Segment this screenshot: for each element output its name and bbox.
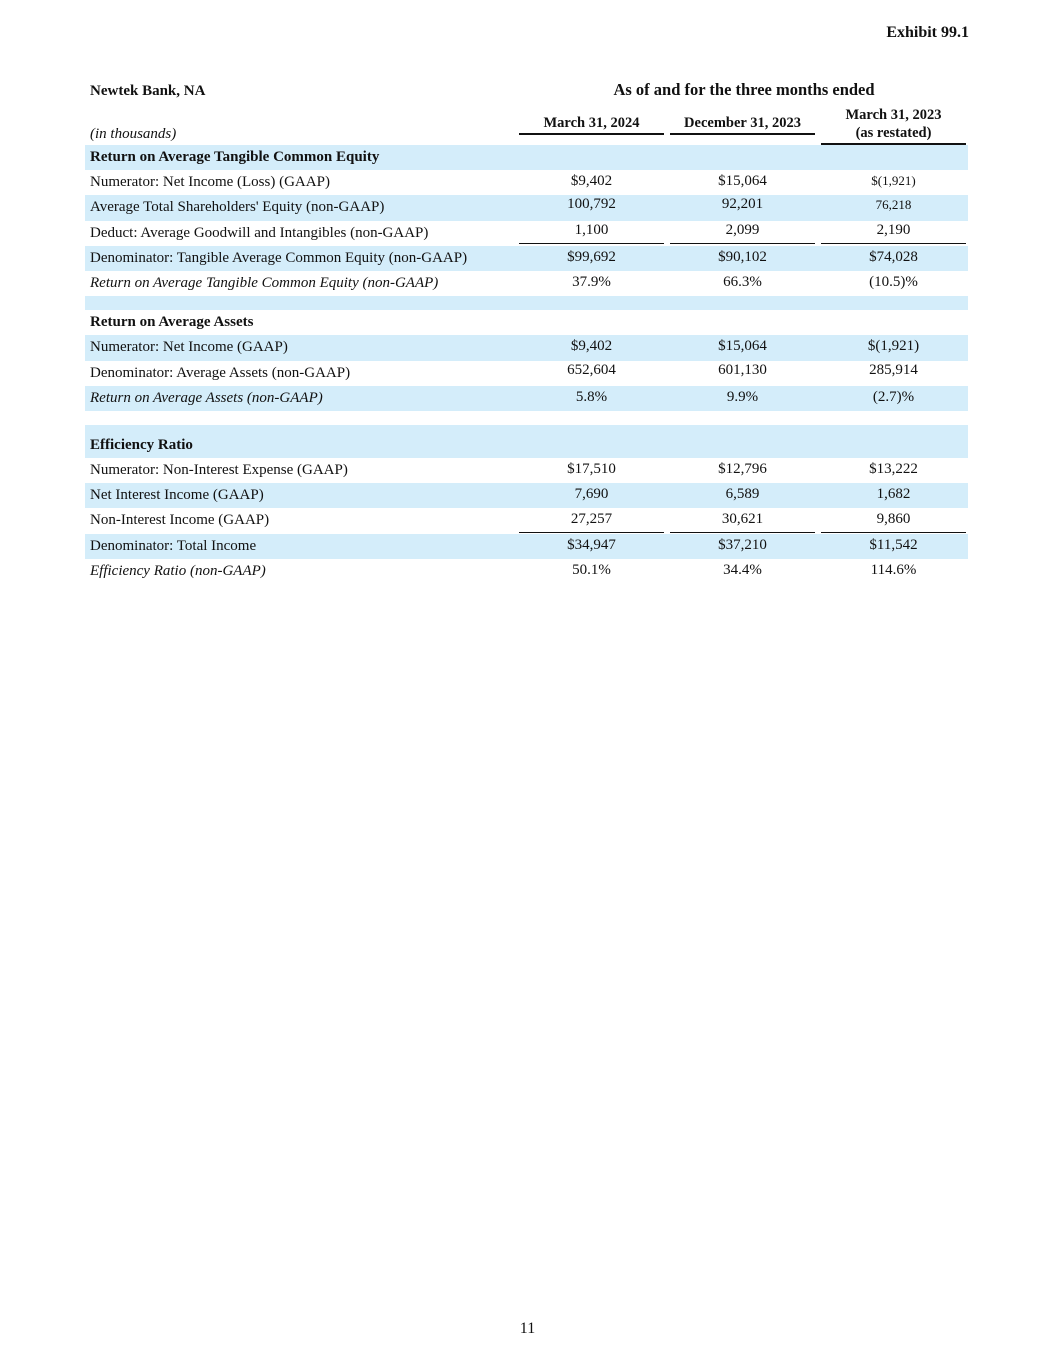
cell-dec-2023: $15,064 bbox=[718, 173, 767, 190]
row-label: Return on Average Tangible Common Equity (non-GAAP) bbox=[90, 274, 439, 291]
section-divider bbox=[85, 411, 968, 425]
row-label: Average Total Shareholders' Equity (non-GAAP) bbox=[90, 199, 385, 216]
table-row bbox=[85, 361, 968, 386]
cell-dec-2023: 34.4% bbox=[723, 561, 762, 578]
column-header-dec-2023: December 31, 2023 bbox=[670, 114, 815, 135]
section-divider bbox=[85, 296, 968, 310]
row-label: Deduct: Average Goodwill and Intangibles (non-GAAP) bbox=[90, 224, 429, 241]
cell-mar-2024: 27,257 bbox=[519, 511, 664, 533]
cell-mar-2023: 2,190 bbox=[821, 222, 966, 244]
section-heading-roaa: Return on Average Assets bbox=[90, 314, 254, 331]
cell-mar-2023: 114.6% bbox=[870, 561, 917, 578]
company-name: Newtek Bank, NA bbox=[90, 83, 206, 99]
cell-dec-2023: 6,589 bbox=[725, 486, 760, 503]
cell-mar-2024: $17,510 bbox=[567, 461, 616, 478]
exhibit-label: Exhibit 99.1 bbox=[886, 24, 969, 41]
section-heading-efficiency: Efficiency Ratio bbox=[85, 433, 968, 458]
cell-mar-2024: 652,604 bbox=[567, 361, 616, 378]
row-label: Efficiency Ratio (non-GAAP) bbox=[90, 562, 266, 579]
column-header-mar-2024: March 31, 2024 bbox=[519, 114, 664, 135]
table-row bbox=[85, 458, 968, 483]
cell-mar-2023: 285,914 bbox=[869, 361, 918, 378]
table-row bbox=[85, 221, 968, 246]
row-label: Return on Average Assets (non-GAAP) bbox=[90, 389, 323, 406]
financial-table bbox=[85, 145, 968, 584]
cell-mar-2023: $74,028 bbox=[869, 248, 918, 265]
cell-mar-2023: $11,542 bbox=[869, 536, 918, 553]
table-row bbox=[85, 559, 968, 584]
cell-mar-2024: 37.9% bbox=[572, 273, 611, 290]
cell-dec-2023: 2,099 bbox=[670, 222, 815, 244]
cell-mar-2024: $34,947 bbox=[567, 536, 616, 553]
table-row bbox=[85, 271, 968, 296]
cell-dec-2023: 601,130 bbox=[718, 361, 767, 378]
cell-mar-2023: 9,860 bbox=[821, 511, 966, 533]
cell-mar-2023: $(1,921) bbox=[867, 338, 920, 355]
cell-mar-2023: $13,222 bbox=[869, 461, 918, 478]
section-heading-rotce: Return on Average Tangible Common Equity bbox=[85, 145, 968, 170]
row-label: Denominator: Tangible Average Common Equity (non-GAAP) bbox=[90, 249, 468, 266]
section-divider bbox=[85, 425, 968, 433]
table-row bbox=[85, 483, 968, 508]
cell-mar-2023: (2.7)% bbox=[872, 388, 915, 405]
cell-mar-2024: 1,100 bbox=[519, 222, 664, 244]
period-heading: As of and for the three months ended bbox=[613, 80, 875, 99]
cell-dec-2023: 9.9% bbox=[726, 388, 759, 405]
cell-dec-2023: 66.3% bbox=[723, 273, 762, 290]
table-row bbox=[85, 508, 968, 533]
cell-dec-2023: $15,064 bbox=[718, 338, 767, 355]
cell-mar-2023: (10.5)% bbox=[869, 273, 918, 290]
cell-mar-2024: 7,690 bbox=[574, 486, 609, 503]
column-header-mar-2023: March 31, 2023 (as restated) bbox=[821, 106, 966, 145]
cell-mar-2024: 100,792 bbox=[567, 196, 616, 213]
cell-dec-2023: 30,621 bbox=[670, 511, 815, 533]
row-label: Denominator: Average Assets (non-GAAP) bbox=[90, 364, 351, 381]
row-label: Denominator: Total Income bbox=[90, 537, 257, 554]
row-label: Net Interest Income (GAAP) bbox=[90, 487, 264, 504]
units-note: (in thousands) bbox=[90, 126, 177, 142]
table-row bbox=[85, 170, 968, 195]
row-label: Non-Interest Income (GAAP) bbox=[90, 512, 270, 529]
row-label: Numerator: Non-Interest Expense (GAAP) bbox=[90, 462, 348, 479]
cell-dec-2023: $12,796 bbox=[718, 461, 767, 478]
cell-mar-2023: 76,218 bbox=[875, 197, 912, 213]
cell-mar-2024: $99,692 bbox=[567, 248, 616, 265]
cell-mar-2024: 5.8% bbox=[575, 388, 608, 405]
cell-mar-2024: $9,402 bbox=[570, 173, 613, 190]
page-number: 11 bbox=[519, 1320, 536, 1337]
cell-mar-2023: 1,682 bbox=[876, 486, 911, 503]
table-row bbox=[85, 534, 968, 559]
cell-mar-2023: $(1,921) bbox=[871, 173, 916, 189]
row-label: Numerator: Net Income (GAAP) bbox=[90, 339, 288, 356]
table-row bbox=[85, 386, 968, 411]
cell-mar-2024: $9,402 bbox=[570, 338, 613, 355]
table-row bbox=[85, 335, 968, 360]
row-label: Numerator: Net Income (Loss) (GAAP) bbox=[90, 174, 330, 191]
cell-dec-2023: $90,102 bbox=[718, 248, 767, 265]
table-row bbox=[85, 195, 968, 220]
cell-mar-2024: 50.1% bbox=[572, 561, 611, 578]
cell-dec-2023: $37,210 bbox=[718, 536, 767, 553]
table-row bbox=[85, 246, 968, 271]
cell-dec-2023: 92,201 bbox=[721, 196, 764, 213]
